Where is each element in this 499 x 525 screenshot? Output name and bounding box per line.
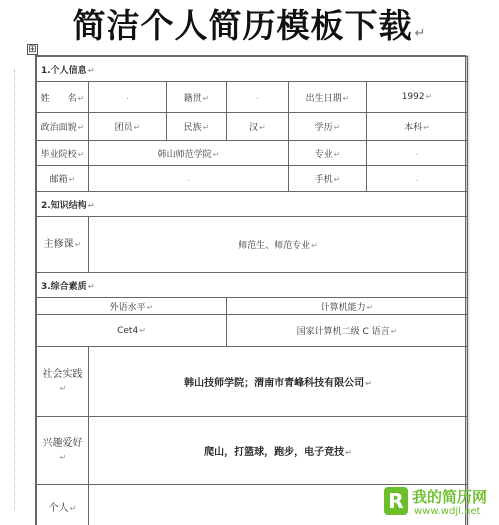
logo-badge-icon: R: [384, 487, 408, 515]
section-row: [37, 192, 468, 217]
table-cell[interactable]: 韩山技师学院；渭南市青峰科技有限公司↵: [89, 347, 468, 417]
table-cell[interactable]: 爬山，打篮球，跑步，电子竞技↵: [89, 417, 468, 485]
table-cell[interactable]: 汉↵: [227, 113, 289, 141]
table-row: [37, 417, 468, 485]
table-cell[interactable]: 姓 名↵: [37, 82, 89, 113]
section-header-knowledge[interactable]: 2.知识结构↵: [37, 192, 468, 217]
table-cell[interactable]: .: [367, 141, 468, 166]
section-row: [37, 273, 468, 298]
table-cell[interactable]: 专业↵: [289, 141, 367, 166]
table-cell[interactable]: 民族↵: [167, 113, 227, 141]
document-title-text: 简洁个人简历模板下载: [72, 6, 413, 45]
table-cell[interactable]: 毕业院校↵: [37, 141, 89, 166]
table-cell[interactable]: 邮箱↵: [37, 166, 89, 192]
table-cell[interactable]: 外语水平↵: [37, 298, 227, 315]
table-cell[interactable]: 主修课↵: [37, 217, 89, 273]
table-cell[interactable]: 学历↵: [289, 113, 367, 141]
table-cell[interactable]: 1992↵: [367, 82, 468, 113]
table-cell[interactable]: .: [227, 82, 289, 113]
table-cell[interactable]: 出生日期↵: [289, 82, 367, 113]
table-cell[interactable]: 师范生、师范专业↵: [89, 217, 468, 273]
section-header-qualities[interactable]: 3.综合素质↵: [37, 273, 468, 298]
logo-name: 我的简历网: [412, 488, 488, 506]
table-cell[interactable]: 籍贯↵: [167, 82, 227, 113]
table-row: [37, 113, 468, 141]
site-logo[interactable]: [384, 485, 496, 523]
table-row: [37, 298, 468, 315]
section-header-personal[interactable]: 1.个人信息↵: [37, 57, 468, 82]
resume-table: [36, 56, 468, 525]
table-row: [37, 82, 468, 113]
table-row: [37, 166, 468, 192]
left-margin-guide: [14, 70, 16, 510]
table-move-handle-icon[interactable]: ⊞: [28, 44, 37, 55]
table-cell[interactable]: .: [89, 166, 289, 192]
table-row: [37, 347, 468, 417]
table-row: [37, 217, 468, 273]
table-cell[interactable]: 手机↵: [289, 166, 367, 192]
table-cell[interactable]: 韩山师范学院↵: [89, 141, 289, 166]
table-cell[interactable]: 本科↵: [367, 113, 468, 141]
table-cell[interactable]: .: [367, 166, 468, 192]
table-cell[interactable]: Cet4↵: [37, 315, 227, 347]
table-cell[interactable]: .: [89, 82, 167, 113]
table-row: [37, 141, 468, 166]
table-cell[interactable]: 计算机能力↵: [227, 298, 468, 315]
section-row: [37, 57, 468, 82]
table-cell[interactable]: 社会实践↵: [37, 347, 89, 417]
table-cell[interactable]: 个人↵: [37, 485, 89, 525]
table-cell[interactable]: 政治面貌↵: [37, 113, 89, 141]
table-cell[interactable]: 国家计算机二级 C 语言↵: [227, 315, 468, 347]
table-cell[interactable]: 兴趣爱好↵: [37, 417, 89, 485]
logo-url: www.wdjl.net: [414, 506, 481, 517]
resume-table-area: [35, 55, 466, 525]
document-title: [0, 0, 499, 52]
table-row: [37, 315, 468, 347]
paragraph-mark: ↵: [414, 26, 427, 41]
table-cell[interactable]: 团员↵: [89, 113, 167, 141]
